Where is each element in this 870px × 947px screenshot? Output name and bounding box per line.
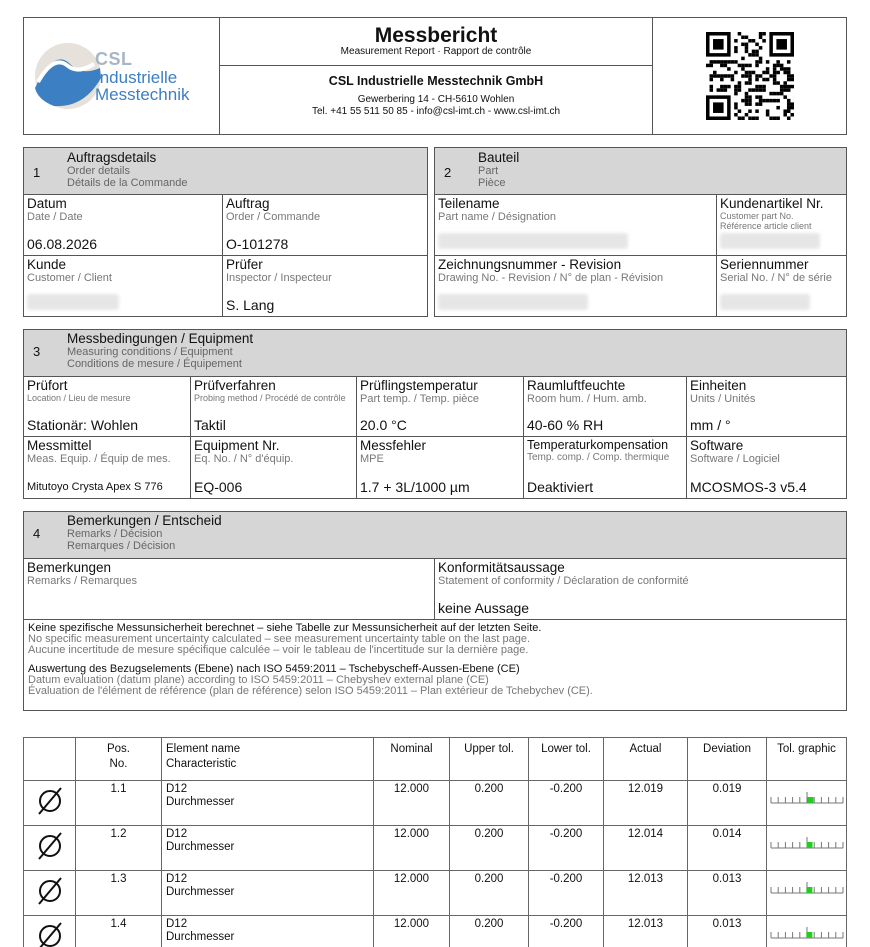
note-datum-en: Datum evaluation (datum plane) according to ISO 5459:2011 – Chebyshev external plane (CE): [28, 674, 489, 686]
section-order-details: [23, 147, 428, 317]
nominal-cell: 12.000: [374, 871, 450, 916]
field-software: Software Software / Logiciel MCOSMOS-3 v5.4: [690, 438, 807, 495]
section-measuring-conditions: [23, 329, 847, 499]
section-remarks: [23, 511, 847, 711]
report-header: [23, 17, 847, 135]
pos-cell: 1.3: [76, 871, 162, 916]
tol-graphic-cell: [767, 826, 847, 871]
section-title: Bemerkungen / Entscheid: [67, 513, 222, 528]
note-uncertainty-en: No specific measurement uncertainty calculated – see measurement uncertainty table on the last page.: [28, 633, 530, 645]
header-pos: Pos. No.: [76, 738, 162, 781]
header-upper-tol: Upper tol.: [450, 738, 529, 781]
tolerance-graphic: [769, 924, 845, 940]
company-address: Gewerbering 14 - CH-5610 Wohlen: [357, 94, 515, 105]
field-remarks: Bemerkungen Remarks / Remarques: [24, 559, 435, 620]
symbol-cell: [24, 826, 76, 871]
field-location: Prüfort Location / Lieu de mesure Stationär: Wohlen: [24, 377, 191, 437]
actual-cell: 12.019: [604, 781, 688, 826]
element-cell: [162, 826, 374, 871]
report-title: Messbericht: [374, 24, 498, 47]
section-title: Auftragsdetails: [67, 150, 157, 165]
logo-text-2: Industrielle: [95, 68, 178, 87]
header-actual: Actual: [604, 738, 688, 781]
redacted-value: [720, 233, 820, 249]
tolerance-marker: [806, 887, 812, 893]
header-symbol: [24, 738, 76, 781]
upper-tol-cell: 0.200: [450, 826, 529, 871]
company-contact: Tel. +41 55 511 50 85 - info@csl-imt.ch - www.csl-imt.ch: [311, 106, 561, 117]
note-uncertainty-fr: Aucune incertitude de mesure spécifique calculée – voir le tableau de l'incertitude sur la dernière page.: [28, 644, 529, 656]
section-number: 1: [33, 165, 41, 180]
field-serial-no: Seriennummer Serial No. / N° de série: [717, 256, 846, 316]
diameter-icon: [35, 786, 65, 816]
header-deviation: Deviation: [688, 738, 767, 781]
lower-tol-cell: -0.200: [529, 916, 604, 947]
field-order: Auftrag Order / Commande O-101278: [223, 195, 427, 256]
deviation-cell: 0.013: [688, 871, 767, 916]
field-measuring-equipment: Messmittel Meas. Equip. / Équip de mes. Mitutoyo Crysta Apex S 776: [24, 437, 191, 498]
section-part: [434, 147, 847, 317]
element-cell: [162, 916, 374, 947]
conformity-value: keine Aussage: [438, 600, 530, 616]
field-temperature-compensation: Temperaturkompensation Temp. comp. / Comp. thermique Deaktiviert: [524, 437, 687, 498]
section-title-en: Order details: [67, 165, 130, 177]
field-equipment-no: Equipment Nr. Eq. No. / N° d'équip. EQ-006: [191, 437, 357, 498]
field-room-humidity: Raumluftfeuchte Room hum. / Hum. amb. 40-60 % RH: [524, 377, 687, 437]
field-probing-method: Prüfverfahren Probing method / Procédé de contrôle Taktil: [191, 377, 357, 437]
section-title: Bauteil: [478, 150, 520, 165]
characteristic: Durchmesser: [166, 886, 235, 898]
deviation-cell: 0.013: [688, 916, 767, 947]
field-customer: Kunde Customer / Client: [24, 256, 223, 316]
table-row: [24, 826, 847, 871]
tolerance-graphic: [769, 789, 845, 805]
table-row: [24, 781, 847, 826]
actual-cell: 12.013: [604, 871, 688, 916]
company-name: CSL Industrielle Messtechnik GmbH: [328, 74, 544, 88]
redacted-value: [720, 294, 810, 310]
section-number: 3: [33, 344, 41, 359]
section-number: 4: [33, 526, 41, 541]
note-datum-de: Auswertung des Bezugselements (Ebene) nach ISO 5459:2011 – Tschebyscheff-Aussen-Ebene (CE): [28, 663, 520, 675]
upper-tol-cell: 0.200: [450, 781, 529, 826]
nominal-cell: 12.000: [374, 781, 450, 826]
nominal-cell: 12.000: [374, 826, 450, 871]
section-title-fr: Conditions de mesure / Équipement: [67, 358, 242, 370]
characteristic: Durchmesser: [166, 796, 235, 808]
upper-tol-cell: 0.200: [450, 871, 529, 916]
deviation-cell: 0.014: [688, 826, 767, 871]
symbol-cell: [24, 871, 76, 916]
element-cell: [162, 871, 374, 916]
header-nominal: Nominal: [374, 738, 450, 781]
tol-graphic-cell: [767, 871, 847, 916]
tolerance-marker: [806, 932, 812, 938]
logo-text-1: CSL: [95, 49, 133, 69]
field-units: Einheiten Units / Unités mm / °: [687, 377, 846, 437]
symbol-cell: [24, 916, 76, 947]
element-name: D12: [166, 918, 188, 930]
remarks-notes: [24, 620, 846, 700]
section-title-fr: Remarques / Décision: [67, 540, 176, 552]
inspector-value: S. Lang: [226, 297, 275, 313]
tol-graphic-cell: [767, 781, 847, 826]
lower-tol-cell: -0.200: [529, 871, 604, 916]
tolerance-graphic: [769, 879, 845, 895]
tolerance-graphic: [769, 834, 845, 850]
note-datum-fr: Évaluation de l'élément de référence (plan de référence) selon ISO 5459:2011 – Plan extérieur de Tchebychev (CE).: [28, 685, 593, 697]
element-cell: [162, 781, 374, 826]
section-number: 2: [444, 165, 452, 180]
symbol-cell: [24, 781, 76, 826]
redacted-value: [438, 233, 628, 249]
note-uncertainty-de: Keine spezifische Messunsicherheit berechnet – siehe Tabelle zur Messunsicherheit auf der letzten Seite.: [28, 622, 542, 634]
section-title-fr: Détails de la Commande: [67, 177, 188, 189]
section-title-en: Measuring conditions / Equipment: [67, 346, 233, 358]
header-element: Element name Characteristic: [162, 738, 374, 781]
redacted-value: [27, 294, 119, 310]
element-name: D12: [166, 783, 188, 795]
field-customer-part-no: Kundenartikel Nr. Customer part No. Référence article client: [717, 195, 846, 256]
section-title: Messbedingungen / Equipment: [67, 331, 254, 346]
logo-text-3: Messtechnik: [95, 85, 190, 104]
table-row: [24, 871, 847, 916]
nominal-cell: 12.000: [374, 916, 450, 947]
field-conformity: Konformitätsaussage Statement of conformity / Déclaration de conformité keine Aussage: [435, 559, 846, 620]
pos-cell: 1.4: [76, 916, 162, 947]
section-title-en: Part: [478, 165, 499, 177]
element-name: D12: [166, 873, 188, 885]
characteristic: Durchmesser: [166, 841, 235, 853]
tol-graphic-cell: [767, 916, 847, 947]
upper-tol-cell: 0.200: [450, 916, 529, 947]
section-title-en: Remarks / Décision: [67, 528, 163, 540]
field-date: Datum Date / Date 06.08.2026: [24, 195, 223, 256]
company-logo: [24, 18, 220, 134]
tolerance-marker: [807, 797, 813, 803]
date-value: 06.08.2026: [27, 236, 98, 252]
field-inspector: Prüfer Inspector / Inspecteur S. Lang: [226, 257, 332, 313]
qr-code-icon: [706, 32, 794, 120]
actual-cell: 12.013: [604, 916, 688, 947]
section-title-fr: Pièce: [478, 177, 506, 189]
diameter-icon: [35, 876, 65, 906]
pos-cell: 1.1: [76, 781, 162, 826]
report-subtitle: Measurement Report · Rapport de contrôle: [340, 46, 532, 57]
table-header-row: [24, 738, 847, 781]
field-mpe: Messfehler MPE 1.7 + 3L/1000 µm: [357, 437, 524, 498]
actual-cell: 12.014: [604, 826, 688, 871]
diameter-icon: [35, 921, 65, 947]
redacted-value: [438, 294, 588, 310]
field-part-name: Teilename Part name / Désignation: [435, 195, 717, 256]
diameter-icon: [35, 831, 65, 861]
field-part-temperature: Prüflingstemperatur Part temp. / Temp. pièce 20.0 °C: [357, 377, 524, 437]
lower-tol-cell: -0.200: [529, 826, 604, 871]
results-table: [23, 737, 847, 947]
header-lower-tol: Lower tol.: [529, 738, 604, 781]
header-tol-graphic: Tol. graphic: [767, 738, 847, 781]
pos-cell: 1.2: [76, 826, 162, 871]
characteristic: Durchmesser: [166, 931, 235, 943]
table-row: [24, 916, 847, 947]
order-value: O-101278: [226, 236, 289, 252]
lower-tol-cell: -0.200: [529, 781, 604, 826]
field-drawing-no: Zeichnungsnummer - Revision Drawing No. - Revision / N° de plan - Révision: [435, 256, 717, 316]
deviation-cell: 0.019: [688, 781, 767, 826]
element-name: D12: [166, 828, 188, 840]
tolerance-marker: [806, 842, 812, 848]
